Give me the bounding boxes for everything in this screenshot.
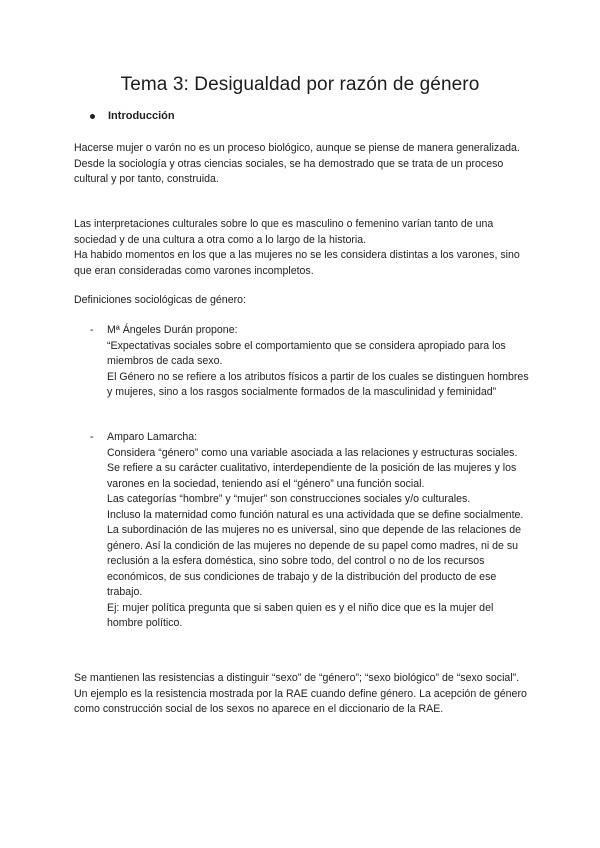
- def-author: Mª Ángeles Durán propone:: [107, 324, 238, 336]
- closing-text: Se mantienen las resistencias a distinguir “sexo” de “género”; “sexo biológico” de “sexo social”. Un ejemplo es la resistencia mostrada por la RAE cuando define género. La acepción de género como construcción social de los sexos no aparece en el diccionario de la RAE.: [74, 672, 527, 715]
- bullet-icon: [90, 114, 95, 119]
- interpretations-paragraph: [74, 217, 524, 279]
- def-text: Considera “género” como una variable asociada a las relaciones y estructuras sociales.: [107, 446, 518, 459]
- interp-text-1: Las interpretaciones culturales sobre lo que es masculino o femenino varían tanto de una sociedad y de una cultura a otra como a lo largo de la historia.: [74, 218, 494, 246]
- def-text: Se refiere a su carácter cualitativo, interdependiente de la posición de las mujeres y los varones en la sociedad, teniendo así el “género” una función social.: [107, 462, 517, 490]
- page-title: Tema 3: Desigualdad por razón de género: [120, 74, 480, 95]
- intro-text-2: Desde la sociología y otras ciencias sociales, se ha demostrado que se trata de un proceso cultural y por tanto, construida.: [74, 157, 504, 185]
- dash-marker: -: [90, 431, 94, 443]
- def-author: Amparo Lamarcha:: [107, 431, 198, 443]
- def-text: Incluso la maternidad como función natural es una actividada que se define socialmente.: [107, 508, 524, 521]
- intro-text-1: Hacerse mujer o varón no es un proceso biológico, aunque se piense de manera generalizada.: [74, 142, 520, 154]
- definition-lamarcha: [90, 430, 530, 632]
- def-text: “Expectativas sociales sobre el comportamiento que se considera apropiado para los miembros de cada sexo.: [107, 339, 506, 367]
- section-heading: [90, 110, 175, 122]
- section-heading-text: Introducción: [108, 110, 175, 122]
- def-text: El Género no se refiere a los atributos físicos a partir de los cuales se distinguen hombres y mujeres, sino a los rasgos socialmente formados de la masculinidad y feminidad”: [107, 370, 529, 398]
- definition-duran: [90, 323, 530, 401]
- definitions-heading-text: Definiciones sociológicas de género:: [74, 294, 246, 306]
- closing-paragraph: [74, 671, 529, 718]
- def-text: La subordinación de las mujeres no es universal, sino que depende de las relaciones de género. Así la condición de las mujeres no depende de su papel como madres, ni de su reclusión a la esfera doméstica, sino sobre todo, del control o no de los recursos económicos, de sus condiciones de trabajo y de la distribución del producto de ese trabajo.: [107, 524, 522, 598]
- intro-paragraph: [74, 141, 524, 188]
- dash-marker: -: [90, 324, 94, 336]
- interp-text-2: Ha habido momentos en los que a las mujeres no se les considera distintas a los varones, sino que eran consideradas como varones incompletos.: [74, 249, 520, 277]
- def-text: Las categorías “hombre” y “mujer” son construcciones sociales y/o culturales.: [107, 493, 471, 505]
- def-text: Ej: mujer política pregunta que si saben quien es y el niño dice que es la mujer del hombre político.: [107, 601, 494, 629]
- definitions-heading: [74, 293, 524, 309]
